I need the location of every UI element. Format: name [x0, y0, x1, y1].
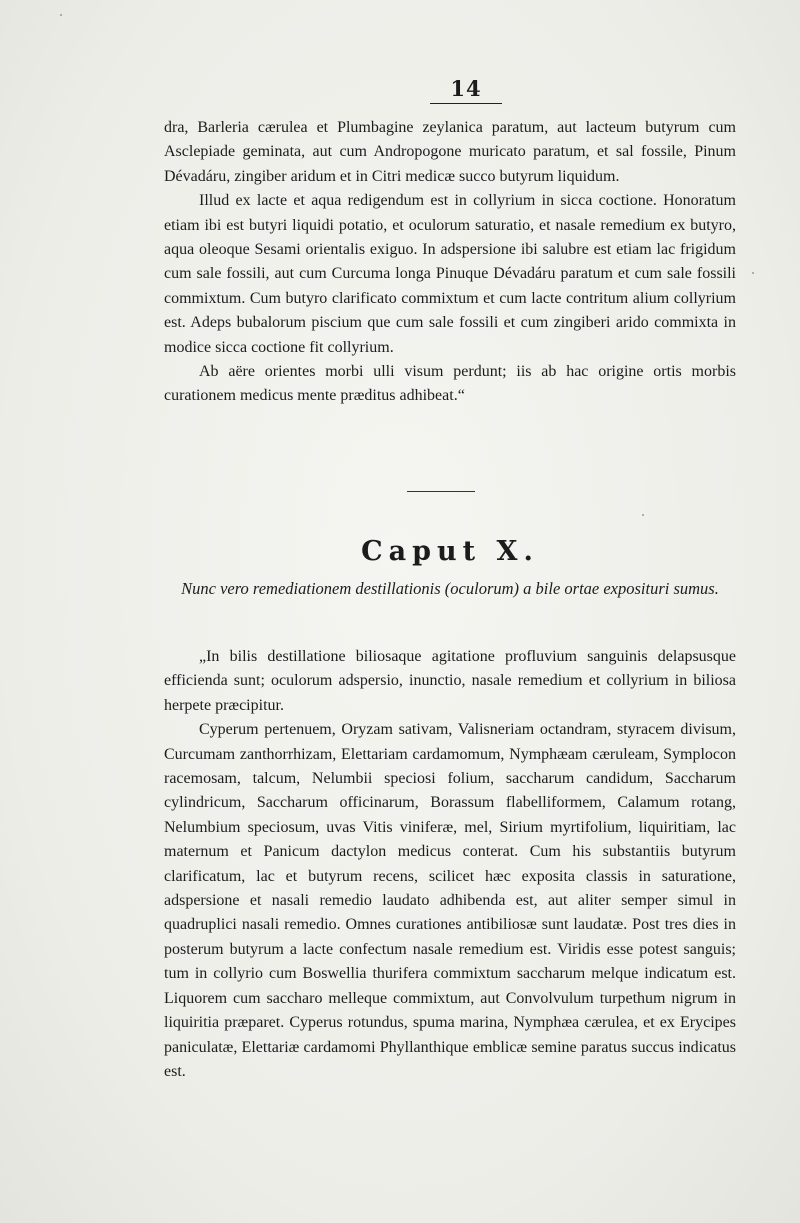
paper-speck — [752, 272, 754, 274]
page-number: 14 — [450, 76, 482, 101]
paragraph-remedies: Cyperum pertenuem, Oryzam sativam, Valisneriam octandram, styracem divisum, Curcumam zanthorrhizam, Elettariam cardamomum, Nymphæam cæruleam, Symplocon racemosam, talcum, Nelumbii speciosi folium, saccharum candidum, Saccharum cylindricum, Saccharum officinarum, Borassum flabelliformem, Calamum rotang, Nelumbium speciosum, uvas Vitis viniferæ, mel, Sirium myrtifolium, liquiritiam, lac maternum et Panicum dactylon medicus conterat. Cum his substantiis butyrum clarificatum, lac et butyrum recens, scilicet hæc exposita classis in saturatione, adspersione et nasali remedio laudato adhibenda est, aut aliter semper simul in quadruplici nasali remedio. Omnes curationes antibiliosæ sunt laudatæ. Post tres dies in posterum butyrum a lacte confectum nasale remedium est. Viridis esse potest sanguis; tum in collyrio cum Boswellia thurifera commixtum saccharum melque indicatum est. Liquorem cum saccharo melleque commixtum, aut Convolvulum turpethum nigrum in liquiritia præparet. Cyperus rotundus, spuma marina, Nymphæa cærulea, et ex Erycipes paniculatæ, Elettariæ cardamomi Phyllanthique emblicæ semine paratus succus indicatus est. — [164, 721, 736, 1080]
paper-speck — [60, 14, 62, 16]
paragraph-collyrium: Illud ex lacte et aqua redigendum est in collyrium in sicca coctione. Honoratum etiam ibi est butyri liquidi potatio, et oculorum saturatio, et nasale remedium ex butyro, aqua oleoque Sesami orientalis exiguo. In adspersione ibi salubre est etiam lac frigidum cum sale fossili, aut cum Curcuma longa Pinuque Dévadáru paratum et cum sale fossili commixtum. Cum butyro clarificato commixtum et cum lacte contritum alium collyrium est. Adeps bubalorum piscium que cum sale fossili et cum zingiberi arido commixta in modice sicca coctione fit collyrium. — [164, 192, 736, 356]
paragraph-bile: „In bilis destillatione biliosaque agitatione profluvium sanguinis delapsusque efficienda sunt; oculorum adspersio, inunctio, nasale remedium et collyrium in biliosa herpete præcipitur. — [164, 648, 736, 714]
chapter-subtitle: Nunc vero remediationem destillationis (oculorum) a bile ortae exposituri sumus. — [181, 579, 719, 598]
paragraph-continuation: dra, Barleria cærulea et Plumbagine zeylanica paratum, aut lacteum butyrum cum Asclepiade geminata, aut cum Andropogone muricato paratum, et sal fossile, Pinum Dévadáru, zingiber aridum et in Citri medicæ succo butyrum liquidum. — [164, 119, 736, 185]
section-divider — [407, 491, 475, 492]
chapter-text — [164, 645, 736, 1084]
page-number-rule — [430, 103, 502, 104]
page-number-block — [430, 76, 502, 104]
paragraph-curation: Ab aëre orientes morbi ulli visum perdunt; iis ab hac origine ortis morbis curationem medicus mente præditus adhibeat.“ — [164, 363, 736, 405]
top-text — [164, 116, 736, 409]
chapter-heading: Caput X. — [361, 536, 539, 567]
paper-speck — [642, 514, 644, 516]
